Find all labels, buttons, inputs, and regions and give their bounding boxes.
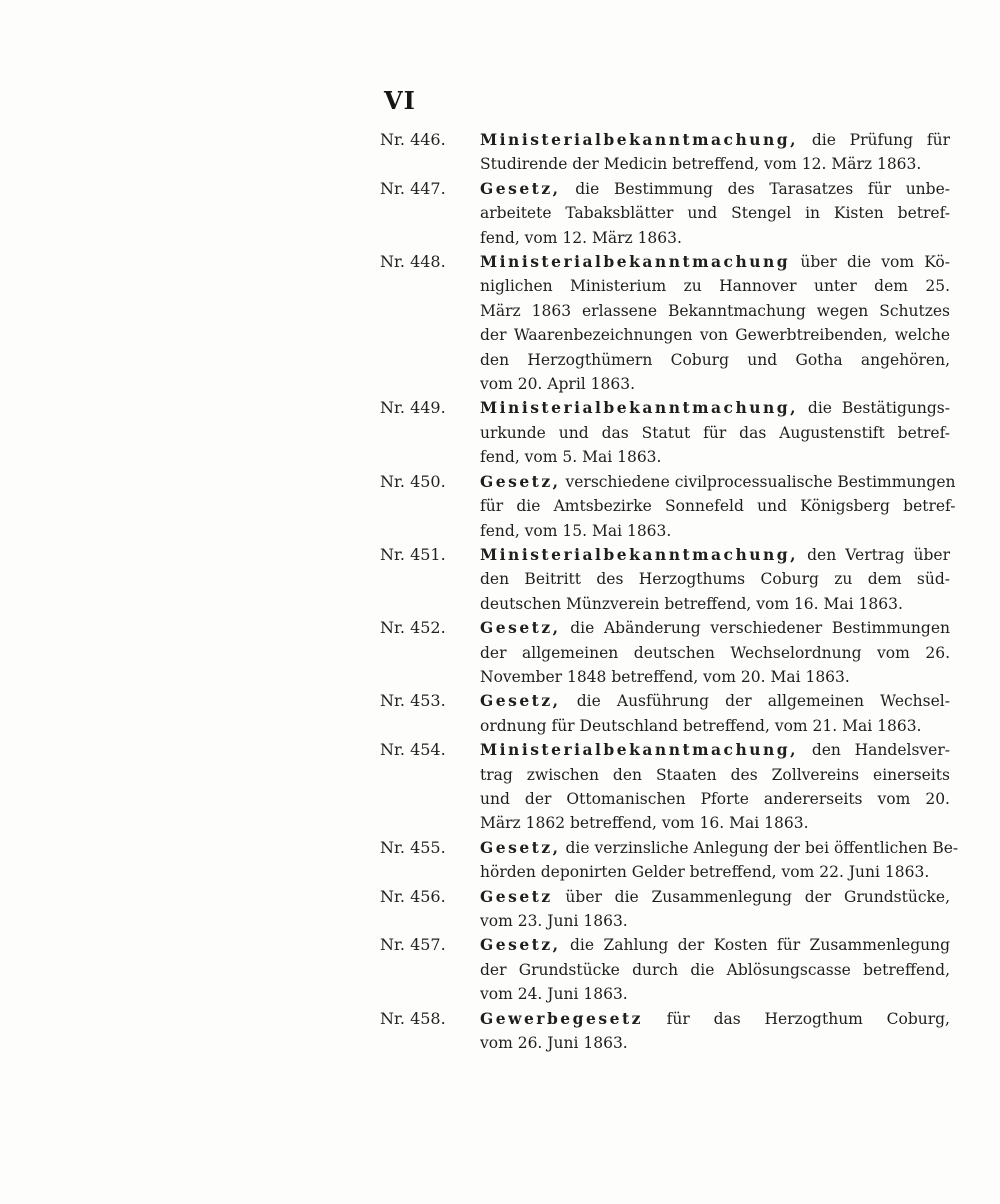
entry-line-text: vom 23. Juni 1863.: [480, 912, 628, 930]
entry-line-text: deutschen Münzverein betreffend, vom 16. Mai 1863.: [480, 594, 903, 613]
entry-lead-word: Ministerialbekanntmachung,: [480, 130, 799, 149]
entry-title: [480, 177, 950, 250]
entry-line: [480, 909, 950, 933]
entry-line: [480, 933, 950, 957]
entry-number: Nr. 456.: [380, 886, 446, 906]
entry-line-text: trag zwischen den Staaten des Zollvereins einerseits: [480, 765, 950, 784]
toc-entry: [380, 177, 950, 250]
entry-line: [480, 445, 950, 469]
toc-entry: [380, 616, 950, 689]
entry-line: [480, 152, 950, 176]
entry-line: [480, 665, 950, 689]
toc-entry: [380, 738, 950, 836]
entry-line: [480, 494, 955, 518]
entry-line: [480, 836, 958, 860]
entry-lead-word: Ministerialbekanntmachung: [480, 252, 791, 272]
entry-line-text: vom 20. April 1863.: [480, 375, 636, 394]
entry-number: Nr. 449.: [380, 398, 446, 418]
entry-line: [480, 787, 950, 811]
entry-line: [480, 982, 950, 1006]
entry-line-text: die Abänderung verschiedener Bestimmungen: [560, 619, 950, 638]
entry-line: [480, 811, 950, 835]
entry-line-text: die Bestimmung des Tarasatzes für unbe-: [560, 179, 950, 198]
entry-line-text: März 1863 erlassene Bekanntmachung wegen Schutzes: [480, 301, 950, 320]
entry-line-text: vom 26. Juni 1863.: [480, 1034, 628, 1053]
entry-number: Nr. 455.: [380, 837, 446, 857]
entry-number: Nr. 452.: [380, 618, 446, 638]
entry-lead-word: Gesetz: [480, 886, 553, 906]
entry-line-text: über die vom Kö-: [790, 253, 950, 272]
entry-line-text: verschiedene civilprocessualische Bestimmungen: [560, 472, 956, 491]
entry-line-text: fend, vom 15. Mai 1863.: [480, 521, 672, 540]
entry-number: Nr. 457.: [380, 935, 446, 955]
table-of-contents: [380, 128, 959, 1055]
toc-entry: [380, 543, 950, 616]
entry-title: [480, 396, 950, 469]
entry-title: [480, 836, 958, 885]
entry-line: [480, 885, 950, 909]
entry-line-text: urkunde und das Statut für das Augustenstift betref-: [480, 423, 950, 442]
entry-title: [480, 128, 950, 177]
entry-line: [480, 738, 950, 762]
entry-title: [480, 470, 955, 543]
entry-line-text: für das Herzogthum Coburg,: [642, 1009, 950, 1028]
entry-lead-word: Gesetz,: [480, 618, 561, 638]
page-number: VI: [384, 86, 416, 115]
toc-entry: [380, 689, 950, 738]
entry-line-text: fend, vom 12. März 1863.: [480, 228, 682, 247]
entry-line: [480, 226, 950, 250]
toc-entry: [380, 250, 950, 396]
entry-line-text: den Handelsver-: [798, 741, 950, 760]
entry-title: [480, 543, 950, 616]
entry-number: Nr. 451.: [380, 544, 446, 564]
entry-line: [480, 860, 958, 884]
entry-title: [480, 689, 950, 738]
entry-line: [480, 1007, 950, 1031]
entry-line: [480, 714, 950, 738]
entry-line: [480, 396, 950, 420]
entry-line-text: der Waarenbezeichnungen von Gewerbtreibenden, welche: [480, 326, 950, 345]
entry-title: [480, 933, 950, 1006]
entry-number: Nr. 446.: [380, 130, 446, 149]
entry-line-text: über die Zusammenlegung der Grundstücke,: [552, 887, 950, 906]
entry-line: [480, 519, 955, 543]
entry-title: [480, 1007, 950, 1056]
entry-line-text: November 1848 betreffend, vom 20. Mai 1863.: [480, 667, 850, 686]
entry-line: [480, 250, 950, 274]
entry-line-text: den Vertrag über: [798, 545, 950, 564]
entry-line: [480, 274, 950, 298]
entry-lead-word: Gewerbegesetz: [480, 1008, 643, 1028]
toc-entry: [380, 470, 956, 543]
entry-lead-word: Ministerialbekanntmachung,: [480, 740, 799, 760]
entry-number: Nr. 447.: [380, 178, 446, 198]
entry-line: [480, 177, 950, 201]
entry-line: [480, 592, 950, 616]
entry-line-text: die Prüfung für: [798, 131, 950, 149]
entry-title: [480, 885, 950, 934]
entry-line-text: und der Ottomanischen Pforte andererseits vom 20.: [480, 789, 950, 808]
entry-line-text: arbeitete Tabaksblätter und Stengel in Kisten betref-: [480, 204, 950, 223]
entry-line: [480, 128, 950, 152]
entry-line-text: die Zahlung der Kosten für Zusammenlegung: [560, 936, 950, 955]
toc-entry: [380, 1007, 950, 1056]
entry-line: [480, 616, 950, 640]
entry-lead-word: Gesetz,: [480, 691, 561, 711]
entry-line: [480, 421, 950, 445]
toc-entry: [380, 396, 950, 469]
toc-entry: [380, 128, 950, 177]
toc-entry: [380, 836, 959, 885]
entry-line-text: die verzinsliche Anlegung der bei öffentlichen Be-: [560, 838, 959, 857]
entry-line: [480, 763, 950, 787]
entry-line: [480, 323, 950, 347]
entry-line-text: ordnung für Deutschland betreffend, vom 21. Mai 1863.: [480, 716, 922, 735]
entry-line-text: März 1862 betreffend, vom 16. Mai 1863.: [480, 814, 809, 833]
entry-line: [480, 1031, 950, 1055]
entry-title: [480, 250, 950, 396]
entry-line-text: der Grundstücke durch die Ablösungscasse betreffend,: [480, 960, 950, 979]
entry-line: [480, 689, 950, 713]
entry-line-text: die Ausführung der allgemeinen Wechsel-: [560, 692, 950, 711]
entry-line: [480, 201, 950, 225]
entry-line: [480, 299, 950, 323]
toc-entry: [380, 885, 950, 934]
entry-line-text: fend, vom 5. Mai 1863.: [480, 448, 662, 467]
entry-lead-word: Gesetz,: [480, 178, 561, 198]
entry-line-text: den Beitritt des Herzogthums Coburg zu dem süd-: [480, 570, 950, 589]
entry-title: [480, 738, 950, 836]
entry-line: [480, 958, 950, 982]
entry-line: [480, 543, 950, 567]
toc-entry: [380, 933, 950, 1006]
entry-line-text: der allgemeinen deutschen Wechselordnung vom 26.: [480, 643, 950, 662]
entry-line-text: niglichen Ministerium zu Hannover unter dem 25.: [480, 277, 950, 296]
entry-number: Nr. 453.: [380, 691, 446, 711]
entry-lead-word: Gesetz,: [480, 837, 561, 857]
entry-line: [480, 641, 950, 665]
entry-line-text: hörden deponirten Gelder betreffend, vom 22. Juni 1863.: [480, 863, 930, 882]
entry-line-text: den Herzogthümern Coburg und Gotha angehören,: [480, 350, 950, 369]
entry-number: Nr. 450.: [380, 471, 446, 491]
entry-lead-word: Gesetz,: [480, 935, 561, 955]
entry-lead-word: Ministerialbekanntmachung,: [480, 398, 799, 418]
entry-number: Nr. 448.: [380, 252, 446, 272]
entry-line: [480, 567, 950, 591]
entry-number: Nr. 454.: [380, 740, 446, 760]
entry-line: [480, 348, 950, 372]
entry-title: [480, 616, 950, 689]
entry-lead-word: Gesetz,: [480, 471, 561, 491]
entry-line-text: die Bestätigungs-: [798, 399, 950, 418]
entry-line: [480, 470, 955, 494]
entry-line: [480, 372, 950, 396]
entry-lead-word: Ministerialbekanntmachung,: [480, 544, 799, 564]
entry-number: Nr. 458.: [380, 1008, 446, 1028]
entry-line-text: vom 24. Juni 1863.: [480, 985, 628, 1004]
entry-line-text: für die Amtsbezirke Sonnefeld und Königsberg betref-: [480, 497, 956, 516]
entry-line-text: Studirende der Medicin betreffend, vom 12. März 1863.: [480, 155, 922, 174]
